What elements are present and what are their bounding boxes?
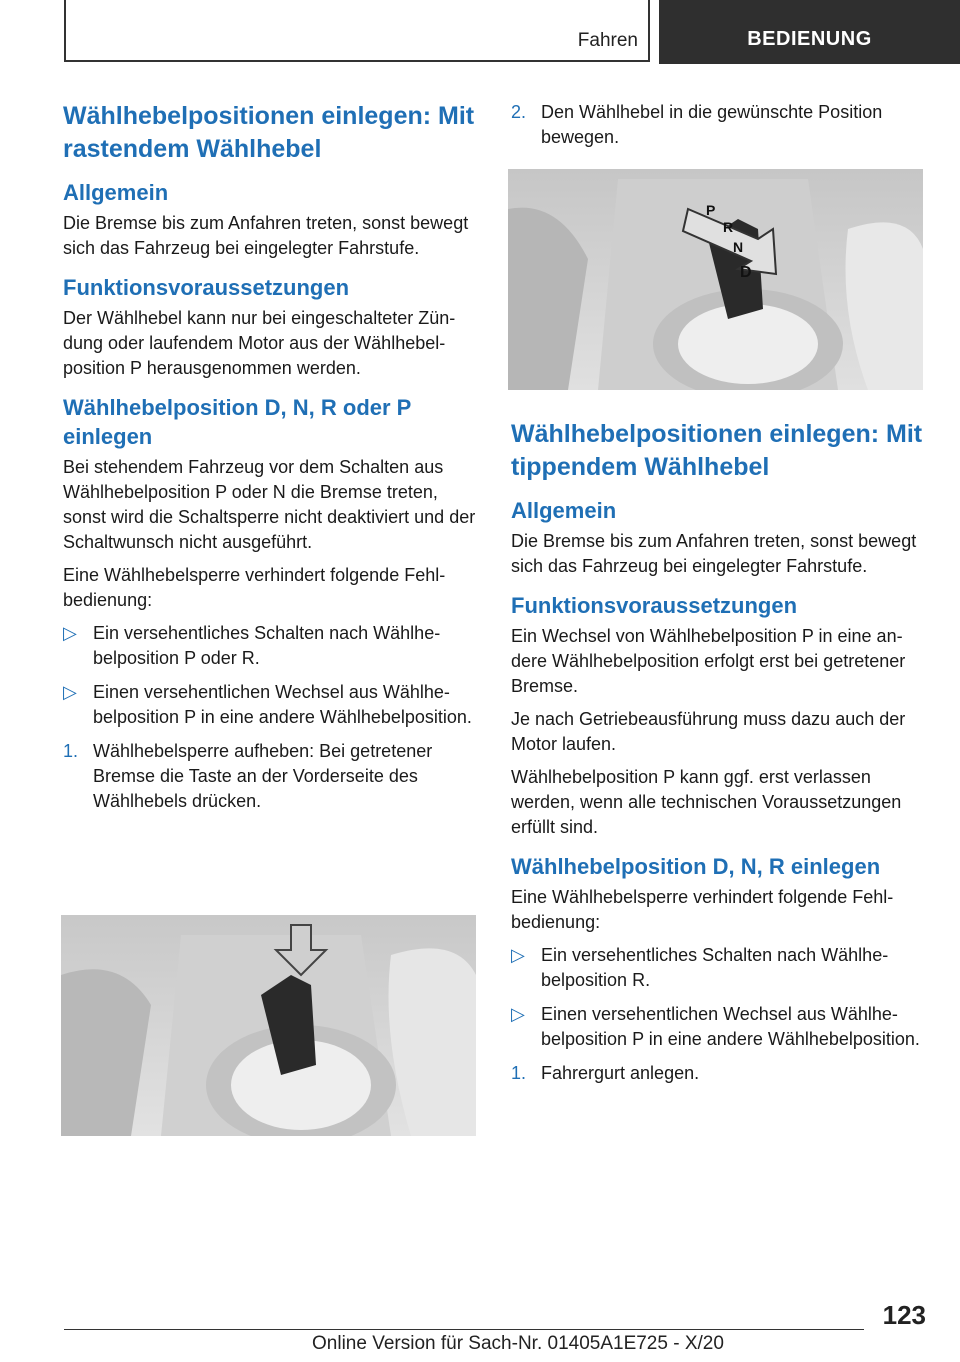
header-section-title: Fahren [577,30,638,51]
paragraph: Die Bremse bis zum Anfahren treten, sonst bewegt sich das Fahrzeug bei eingelegter Fahrstufe. [63,213,469,258]
subheading-engage: Wählhebelposition D, N, R oder P einlegen [63,395,411,449]
bullet-text: Ein versehentliches Schalten nach Wählhebelposition P oder R. [93,623,441,668]
step-number: 2. [511,102,527,122]
subheading-engage: Wählhebelposition D, N, R einlegen [511,854,881,879]
step-number: 1. [511,1063,527,1083]
subheading-general: Allgemein [511,498,617,523]
step-item [63,739,478,814]
bullet-item [511,943,927,993]
paragraph: Eine Wählhebelsperre verhindert folgende Fehlbedienung: [511,887,894,932]
page-number: 123 [882,1300,926,1330]
bullet-item [511,1002,927,1052]
gear-lever-positions-drawing [508,169,923,390]
bullet-item [63,680,478,730]
bullet-item [63,621,478,671]
gear-lever-press-drawing [61,915,476,1136]
paragraph: Wählhebelposition P kann ggf. erst verlassen werden, wenn alle technischen Voraussetzungen erfüllt sind. [511,767,902,837]
footer-divider [64,1329,864,1330]
triangle-right-icon: ▷ [511,945,525,965]
label-p: P [706,202,716,218]
triangle-right-icon: ▷ [63,623,77,643]
paragraph: Ein Wechsel von Wählhebelposition P in eine andere Wählhebelposition erfolgt erst bei getretener Bremse. [511,626,906,696]
subheading-requirements: Funktionsvoraussetzungen [511,593,798,618]
right-column [511,100,927,159]
step-text: Fahrergurt anlegen. [541,1063,700,1083]
triangle-right-icon: ▷ [511,1004,525,1024]
footer-online-version: Online Version für Sach-Nr. 01405A1E725 - X/20 [312,1333,724,1354]
step-item [511,100,927,150]
step-item [511,1061,927,1086]
header-frame [64,0,650,62]
step-text: Wählhebelsperre aufheben: Bei getretener Bremse die Taste an der Vorderseite des Wählhebels drücken. [93,741,433,811]
step-text: Den Wählhebel in die gewünschte Position bewegen. [541,102,883,147]
section-heading: Wählhebelpositionen einlegen: Mit tippendem Wählhebel [511,420,923,481]
paragraph: Bei stehendem Fahrzeug vor dem Schalten aus Wählhebelposition P oder N die Bremse treten, sonst wird die Schaltsperre nicht deaktiviert und der Schaltwunsch nicht ausgeführt. [63,457,476,552]
right-column-lower [511,418,927,1095]
gear-lever-positions-illustration [508,169,923,390]
bullet-text: Einen versehentlichen Wechsel aus Wählhebelposition P in eine andere Wählhebelposition. [93,682,472,727]
bullet-text: Ein versehentliches Schalten nach Wählhebelposition R. [541,945,889,990]
subheading-requirements: Funktionsvoraussetzungen [63,275,350,300]
left-column [63,100,478,823]
bullet-text: Einen versehentlichen Wechsel aus Wählhebelposition P in eine andere Wählhebelposition. [541,1004,920,1049]
paragraph: Je nach Getriebeausführung muss dazu auch der Motor laufen. [511,709,906,754]
paragraph: Der Wählhebel kann nur bei eingeschalteter Zündung oder laufendem Motor aus der Wählhebelposition P herausgenommen werden. [63,308,456,378]
paragraph: Die Bremse bis zum Anfahren treten, sonst bewegt sich das Fahrzeug bei eingelegter Fahrstufe. [511,531,917,576]
subheading-general: Allgemein [63,180,169,205]
section-heading: Wählhebelpositionen einlegen: Mit rastendem Wählhebel [63,102,475,163]
label-r: R [723,219,734,235]
step-number: 1. [63,741,79,761]
header-chapter-tab: BEDIENUNG [659,0,960,64]
label-d: D [740,264,752,281]
label-n: N [733,239,744,255]
triangle-right-icon: ▷ [63,682,77,702]
paragraph: Eine Wählhebelsperre verhindert folgende Fehlbedienung: [63,565,446,610]
gear-lever-press-illustration [61,915,476,1136]
